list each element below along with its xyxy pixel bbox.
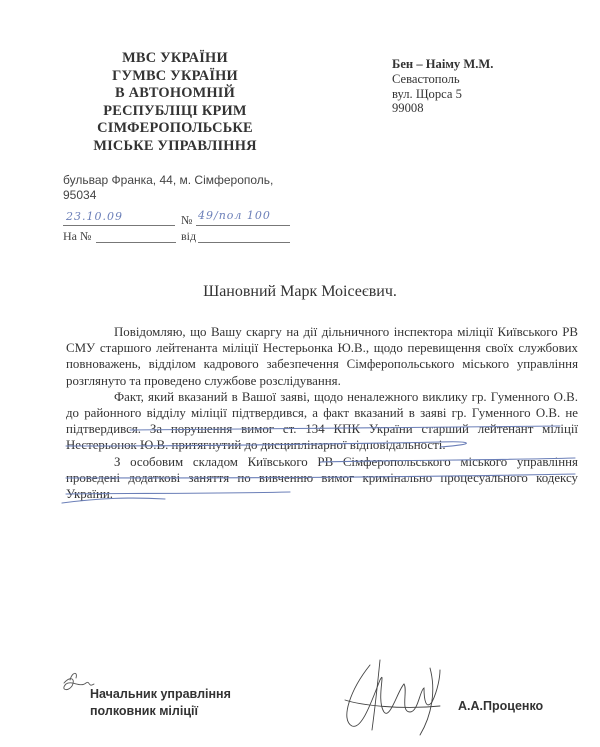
addressee-block: [392, 57, 493, 116]
signatory-rank: полковник міліції: [90, 703, 198, 718]
letterhead-line: МІСЬКЕ УПРАВЛІННЯ: [93, 137, 257, 154]
body-paragraph: Повідомляю, що Вашу скаргу на дії дільничного інспектора міліції Київського РВ СМУ старшого лейтенанта міліції Нестерьонка Ю.В., щодо перевищення своїх службових повноважень, відділом кадрового забезпечення Сімферопольського міського управління розглянуто та проведено службове розслідування.: [66, 325, 578, 388]
signature: [345, 660, 440, 735]
letterhead-line: СІМФЕРОПОЛЬСЬКЕ: [97, 120, 253, 137]
letterhead: [60, 50, 290, 156]
body-paragraph: Факт, який вказаний в Вашої заяві, щодо неналежного виклику гр. Гуменного О.В. до районного відділу міліції підтвердився, а факт вказаний в заяві гр. Гуменного О.В. не підтвердився. За порушення вимог ст. 134 КПК України старший лейтенант міліції Нестерьонок Ю.В. притягнутий до дисциплінарної відповідальності.: [66, 389, 578, 453]
addressee-postcode: 99008: [392, 101, 424, 116]
salutation: Шановний Марк Моісеєвич.: [203, 283, 397, 300]
outgoing-date: 23.10.09: [66, 210, 123, 223]
sender-address-line: бульвар Франка, 44, м. Сімферополь,: [63, 173, 274, 187]
number-rule: [196, 225, 290, 226]
addressee-city: Севастополь: [392, 71, 460, 86]
signatory-position: Начальник управління: [90, 687, 231, 701]
body-paragraph: З особовим складом Київського РВ Сімферопольського міського управління проведені додаткові заняття по вивченню вимог кримінально процесуального кодексу України.: [66, 454, 578, 502]
letterhead-line: МВС УКРАЇНИ: [122, 50, 228, 66]
letterhead-line: В АВТОНОМНІЙ: [115, 85, 235, 102]
ref-date-label: від: [181, 229, 197, 243]
sender-postcode: 95034: [63, 187, 97, 202]
letterhead-line: РЕСПУБЛІЦІ КРИМ: [103, 102, 247, 119]
signatory-title: [90, 686, 231, 719]
outgoing-number: 49/пол 100: [198, 209, 271, 222]
signatory-name: А.А.Проценко: [458, 699, 544, 713]
ref-number-label: На №: [63, 229, 92, 243]
ref-date-rule: [198, 242, 290, 243]
date-rule: [63, 225, 175, 226]
number-label: №: [181, 213, 193, 227]
ref-number-rule: [96, 242, 176, 243]
addressee-name: Бен – Наіму М.М.: [392, 57, 494, 71]
sender-address: [63, 173, 293, 202]
addressee-street: вул. Щорса 5: [392, 86, 462, 101]
letterhead-line: ГУМВС УКРАЇНИ: [112, 67, 238, 84]
letter-body: [66, 324, 578, 502]
